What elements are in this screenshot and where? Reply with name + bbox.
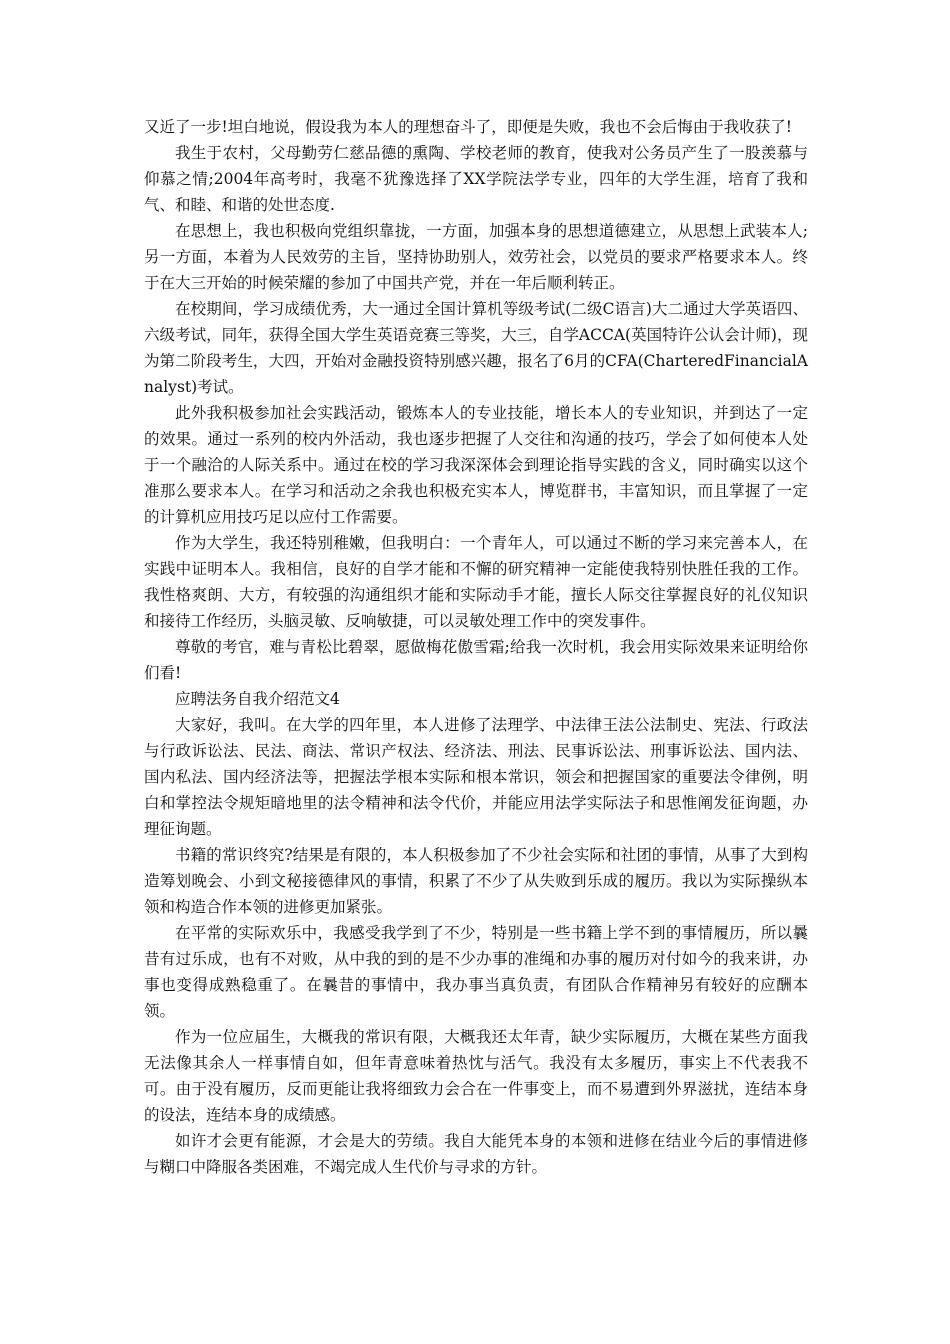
paragraph-social-activities: 书籍的常识终究?结果是有限的，本人积极参加了不少社会实际和社团的事情，从事了大到构造筹划晚会、小到文秘接德律风的事情，积累了不少了从失败到乐成的履历。我以为实际操纵本领和构造合作本领的进修更加紧张。 (144, 846, 808, 916)
paragraph-introduction: 大家好，我叫。在大学的四年里，本人进修了法理学、中法律王法公法制史、宪法、行政法与行政诉讼法、民法、商法、常识产权法、经济法、刑法、民事诉讼法、刑事诉讼法、国内法、国内私法、国内经济法等，把握法学根本实际和根本常识，领会和把握国家的重要法令律例，明白和掌控法令规矩暗地里的法令精神和法令代价，并能应用法学实际法子和思惟阐发征询题，办理征询题。 (144, 716, 808, 838)
document-body (144, 114, 808, 1180)
section-heading: 应聘法务自我介绍范文4 (175, 690, 340, 708)
paragraph-studies: 在校期间，学习成绩优秀，大一通过全国计算机等级考试(二级C语言)大二通过大学英语四、六级考试，同年，获得全国大学生英语竞赛三等奖，大三，自学ACCA(英国特许公认会计师)，现为第二阶段考生，大四，开始对金融投资特别感兴趣，报名了6月的CFA(CharteredFinancialAnalyst)考试。 (144, 300, 808, 396)
paragraph-closing: 尊敬的考官，难与青松比碧翠，愿做梅花傲雪霜;给我一次时机，我会用实际效果来证明给你们看! (144, 638, 808, 682)
paragraph-background: 我生于农村，父母勤劳仁慈品德的熏陶、学校老师的教育，使我对公务员产生了一股羡慕与仰慕之情;2004年高考时，我毫不犹豫选择了XX学院法学专业，四年的大学生涯，培育了我和气、和睦、和谐的处世态度. (144, 144, 808, 214)
paragraph-conclusion: 如许才会更有能源，才会是大的劳绩。我自大能凭本身的本领和进修在结业今后的事情进修与糊口中降服各类困难，不竭完成人生代价与寻求的方针。 (144, 1132, 808, 1176)
paragraph-experience: 在平常的实际欢乐中，我感受我学到了不少，特别是一些书籍上学不到的事情履历，所以曩昔有过乐成，也有不对败，从中我的到的是不少办事的准绳和办事的履历对付如今的我来讲，办事也变得成熟稳重了。在曩昔的事情中，我办事当真负责，有团队合作精神另有较好的应酬本领。 (144, 924, 808, 1020)
paragraph-ideology: 在思想上，我也积极向党组织靠拢，一方面，加强本身的思想道德建立，从思想上武装本人;另一方面，本着为人民效劳的主旨，坚持协助别人，效劳社会，以党员的要求严格要求本人。终于在大三开始的时候荣耀的参加了中国共产党，并在一年后顺利转正。 (144, 222, 808, 292)
paragraph-self-assessment: 作为大学生，我还特别稚嫩，但我明白：一个青年人，可以通过不断的学习来完善本人，在实践中证明本人。我相信，良好的自学才能和不懈的研究精神一定能使我特别快胜任我的工作。我性格爽朗、大方，有较强的沟通组织才能和实际动手才能，擅长人际交往掌握良好的礼仪知识和接待工作经历，头脑灵敏、反响敏捷，可以灵敏处理工作中的突发事件。 (144, 534, 808, 630)
paragraph-practice: 此外我积极参加社会实践活动，锻炼本人的专业技能，增长本人的专业知识，并到达了一定的效果。通过一系列的校内外活动，我也逐步把握了人交往和沟通的技巧，学会了如何使本人处于一个融洽的人际关系中。通过在校的学习我深深体会到理论指导实践的含义，同时确实以这个准那么要求本人。在学习和活动之余我也积极充实本人，博览群书，丰富知识，而且掌握了一定的计算机应用技巧足以应付工作需要。 (144, 404, 808, 526)
paragraph-graduate: 作为一位应届生，大概我的常识有限，大概我还太年青，缺少实际履历，大概在某些方面我无法像其余人一样事情自如，但年青意味着热忱与活气。我没有太多履历，事实上不代表我不可。由于没有履历，反而更能让我将细致力会合在一件事变上，而不易遭到外界滋扰，连结本身的设法，连结本身的成绩感。 (144, 1028, 808, 1124)
paragraph-continuation: 又近了一步!坦白地说，假设我为本人的理想奋斗了，即便是失败，我也不会后悔由于我收获了! (144, 118, 792, 136)
